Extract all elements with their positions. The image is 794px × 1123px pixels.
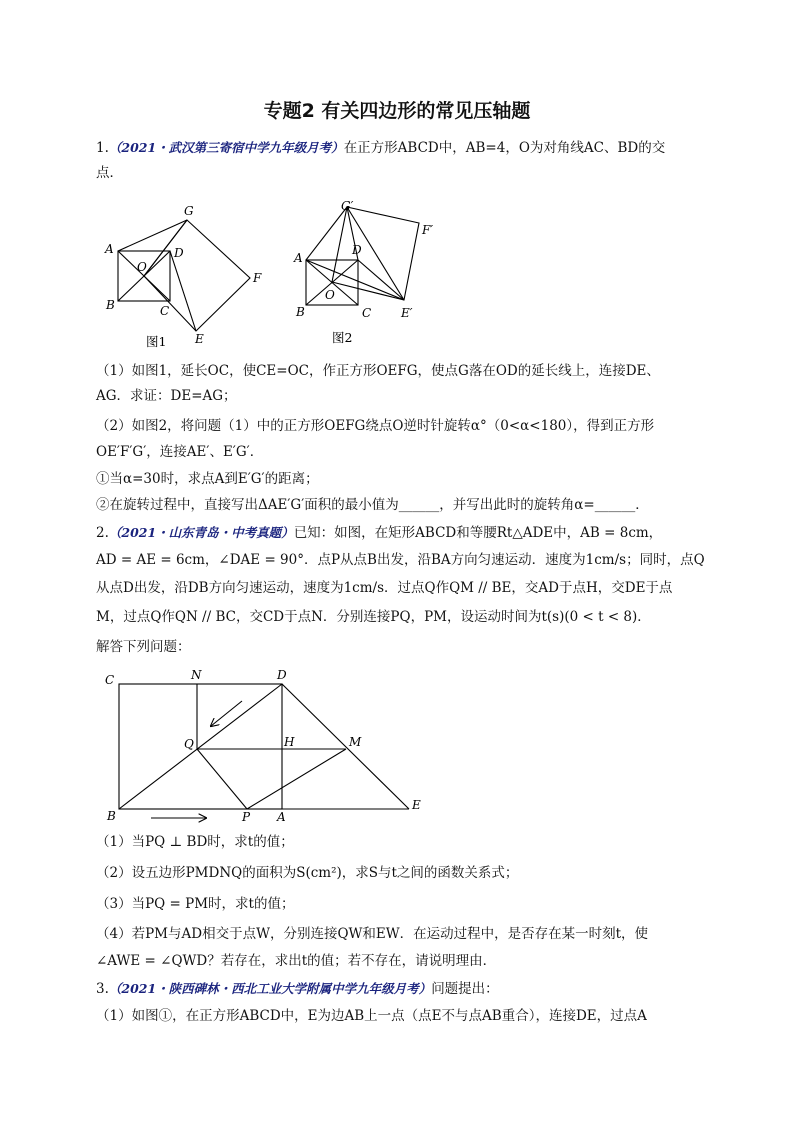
q2-part3: （3）当PQ = PM时，求t的值； <box>96 896 295 912</box>
q2-number: 2. <box>96 525 109 541</box>
q2-label-b: B <box>107 809 116 823</box>
q2-label-a: A <box>277 810 286 824</box>
fig1-label-d: D <box>174 246 184 260</box>
q2-part1: （1）当PQ ⊥ BD时，求t的值； <box>96 834 294 850</box>
q2-label-n: N <box>191 668 202 682</box>
fig2-label-o: O <box>325 288 335 302</box>
fig2-label-b: B <box>296 305 305 319</box>
fig2-segment-ag <box>306 207 347 260</box>
q2-stem-line-1 <box>96 524 706 542</box>
q1-part2-line-2: OE′F′G′，连接AE′、E′G′． <box>96 444 264 460</box>
q1-stem-line-1 <box>96 139 706 157</box>
q1-source: （2021・武汉第三寄宿中学九年级月考） <box>108 140 344 155</box>
q3-source: （2021・陕西碑林・西北工业大学附属中学九年级月考） <box>108 981 432 996</box>
q2-part4-line-2: ∠AWE = ∠QWD？若存在，求出t的值；若不存在，请说明理由． <box>96 953 497 969</box>
fig1-label-a: A <box>105 242 114 256</box>
q2-label-p: P <box>242 810 251 824</box>
q2-label-q: Q <box>184 737 194 751</box>
q3-stem-line-1 <box>96 980 706 998</box>
fig1-label-g: G <box>184 205 194 218</box>
fig2-label-g: G′ <box>341 199 354 213</box>
fig1-caption: 图1 <box>146 334 167 349</box>
q2-part4-line-1: （4）若PM与AD相交于点W，分别连接QW和EW．在运动过程中，是否存在某一时刻t，使 <box>96 926 649 942</box>
fig1-segment-de <box>170 251 196 331</box>
q1-stem-a: 在正方形ABCD中，AB=4，O为对角线AC、BD的交 <box>343 140 666 156</box>
q2-label-m: M <box>349 735 362 749</box>
q2-source: （2021・山东青岛・中考真题） <box>108 525 294 540</box>
q1-number: 1. <box>96 140 109 156</box>
fig2-label-e: E′ <box>401 306 413 320</box>
fig1-label-e: E <box>195 332 204 346</box>
q1-part2-sub-2: ②在旋转过程中，直接写出ΔAE′G′面积的最小值为______，并写出此时的旋转角α=______． <box>96 497 649 513</box>
q2-label-h: H <box>284 735 295 749</box>
q3-stem-line-2: （1）如图①，在正方形ABCD中，E为边AB上一点（点E不与点AB重合），连接DE，过点A <box>96 1008 647 1024</box>
q2-stem-a: 已知：如图，在矩形ABCD和等腰Rt△ADE中，AB = 8cm， <box>293 525 663 541</box>
q2-label-d: D <box>277 668 287 682</box>
q2-segment-pm <box>247 749 346 809</box>
fig2-label-c: C <box>362 306 372 320</box>
q2-stem-line-4: M，过点Q作QN // BC，交CD于点N．分别连接PQ，PM，设运动时间为t(s)(0 < t < 8)． <box>96 609 651 625</box>
q2-figure <box>96 664 436 824</box>
q1-figure-2 <box>288 193 448 353</box>
fig1-label-f: F <box>253 271 262 285</box>
q2-stem-line-2: AD = AE = 6cm，∠DAE = 90°．点P从点B出发，沿BA方向匀速运动．速度为1cm/s；同时，点Q <box>96 552 705 568</box>
q2-label-e: E <box>412 798 421 812</box>
q1-figure-1 <box>100 205 270 355</box>
fig1-label-o: O <box>137 260 147 274</box>
fig2-label-d: D <box>352 243 362 257</box>
q2-part2: （2）设五边形PMDNQ的面积为S(cm²)，求S与t之间的函数关系式； <box>96 865 519 881</box>
q2-segment-bd <box>119 684 282 809</box>
q3-stem-a: 问题提出： <box>431 981 499 997</box>
q1-part1-line-2: AG．求证：DE=AG； <box>96 388 237 404</box>
page-title: 专题2 有关四边形的常见压轴题 <box>263 100 531 122</box>
q3-number: 3. <box>96 981 109 997</box>
q2-stem-line-3: 从点D出发，沿DB方向匀速运动，速度为1cm/s．过点Q作QM // BE，交AD于点H，交DE于点 <box>96 580 673 596</box>
fig2-label-f: F′ <box>422 223 434 237</box>
q1-part1-line-1: （1）如图1，延长OC，使CE=OC，作正方形OEFG，使点G落在OD的延长线上，连接DE、 <box>96 363 660 379</box>
fig1-label-c: C <box>160 304 170 318</box>
fig2-label-a: A <box>294 251 303 265</box>
q1-part2-line-1: （2）如图2，将问题（1）中的正方形OEFG绕点O逆时针旋转α°（0<α<180），得到正方形 <box>96 418 655 434</box>
fig2-caption: 图2 <box>332 330 353 345</box>
q2-label-c: C <box>105 673 115 687</box>
q2-stem-line-5: 解答下列问题： <box>96 639 191 655</box>
fig2-segment-ae <box>306 260 404 300</box>
q1-part2-sub-1: ①当α=30时，求点A到E′G′的距离； <box>96 471 319 487</box>
q2-segment-de <box>282 684 409 809</box>
q2-arrow-qd <box>211 701 242 726</box>
q2-segment-pq <box>197 749 247 809</box>
q1-stem-line-2: 点． <box>96 165 123 181</box>
fig1-label-b: B <box>106 298 115 312</box>
